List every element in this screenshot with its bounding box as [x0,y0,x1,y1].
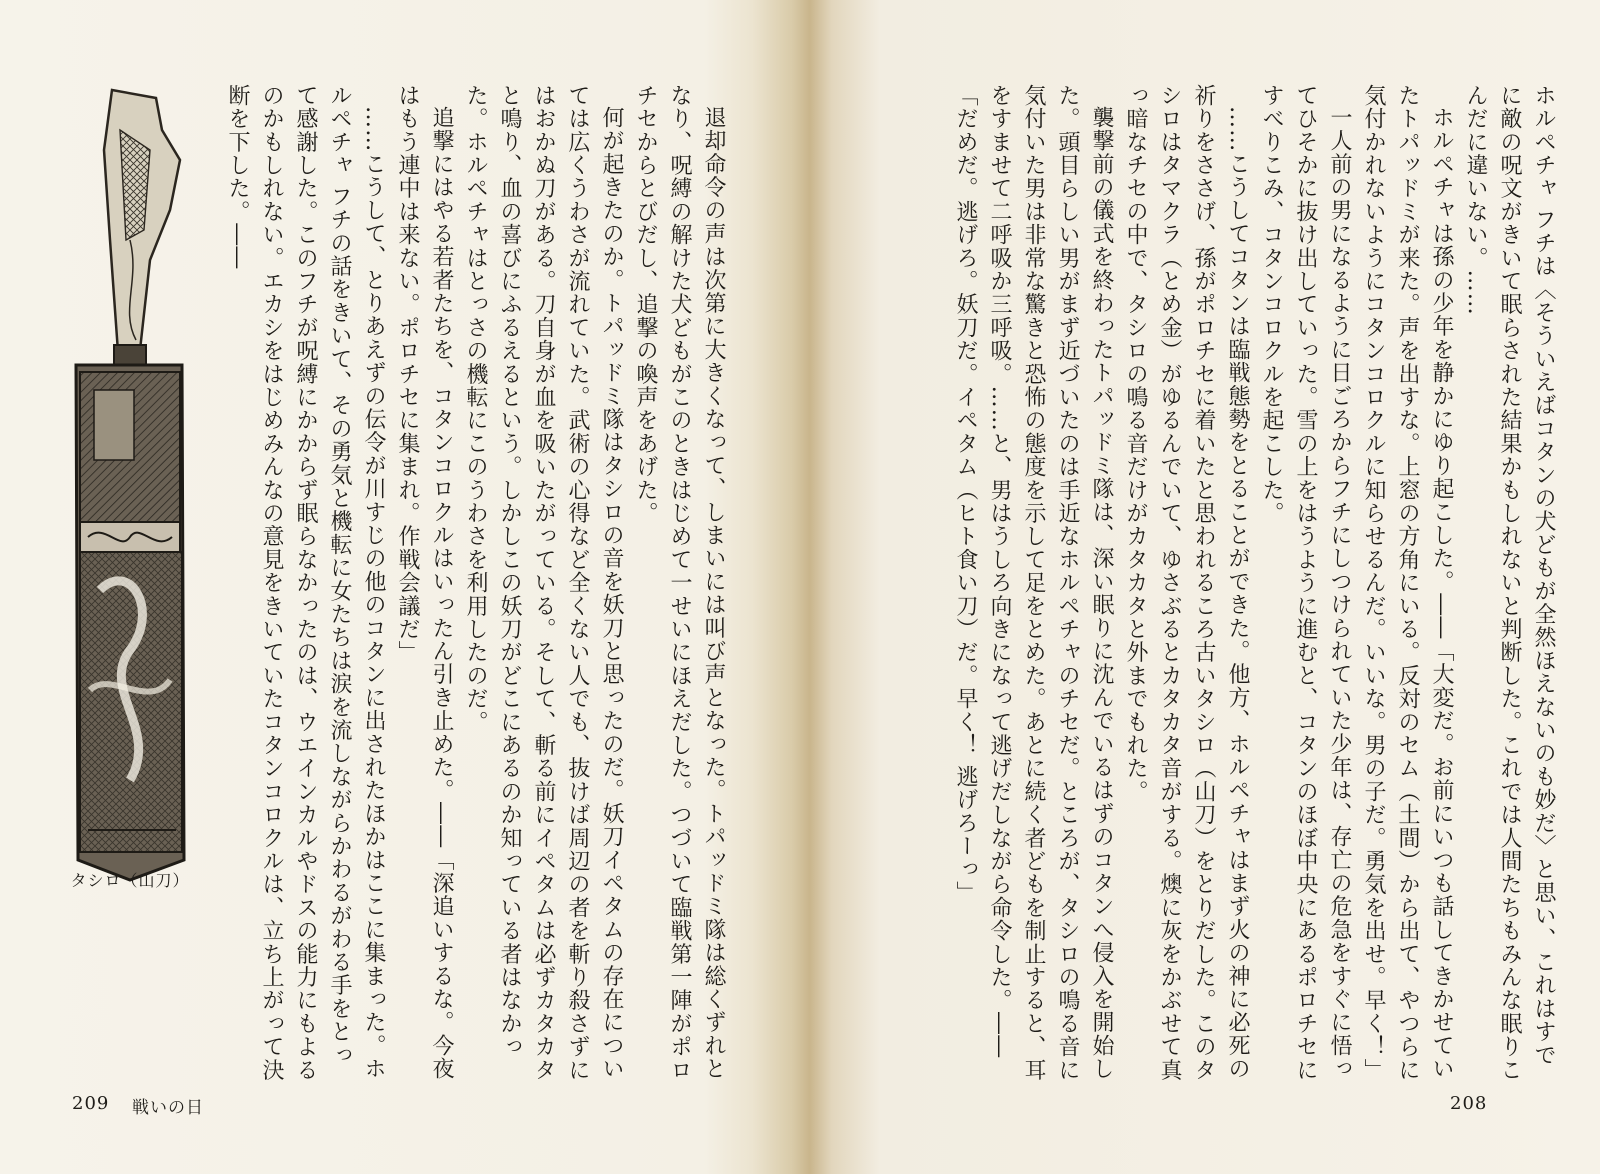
page-number: 209 [72,1093,110,1114]
right-page [810,0,1600,1174]
page-number: 208 [1450,1093,1488,1114]
left-body-text [225,84,730,1084]
paragraph: 何が起きたのか。トパッドミ隊はタシロの音を妖刀と思ったのだ。妖刀イペタムの存在については広くうわさが流れていた。武術の心得など全くない人でも、抜けば周辺の者を斬り殺さずにはおかぬ刀がある。刀自身が血を吸いたがっている。そして、斬る前にイペタムは必ずカタカタと鳴り、血の喜びにふるえるという。しかしこの妖刀がどこにあるのか知っている者はなかった。ホルペチャはとっさの機転にこのうわさを利用したのだ。 [463,84,624,1082]
paragraph: ホルペチャは孫の少年を静かにゆり起こした。――「大変だ。お前にいつも話してきかせていたトパッドミが来た。声を出すな。上窓の方角にいる。反対のセム（土間）から出て、やつらに気付かれないようにコタンコロクルに知らせるんだ。いいな。男の子だ。勇気を出せ。早く！」 [1361,84,1454,1082]
paragraph: ……こうしてコタンは臨戦態勢をとることができた。他方、ホルペチャはまず火の神に必死の祈りをささげ、孫がポロチセに着いたと思われるころ古いタシロ（山刀）をとりだした。このタシロはタマクラ（とめ金）がゆるんでいて、ゆさぶるとカタカタ音がする。燠に灰をかぶせて真っ暗なチセの中で、タシロの鳴る音だけがカタカタと外までもれた。 [1123,84,1250,1082]
left-page [0,0,790,1174]
paragraph: 追撃にはやる若者たちを、コタンコロクルはいったん引き止めた。――「深追いするな。今夜はもう連中は来ない。ポロチセに集まれ。作戦会議だ」 [395,84,454,1081]
paragraph: 一人前の男になるように日ごろからフチにしつけられていた少年は、存亡の危急をすぐに悟ってひそかに抜け出していった。雪の上をはうように進むと、コタンのほぼ中央にあるポロチセにすべりこみ、コタンコロクルを起こした。 [1259,84,1352,1082]
running-title: 戦いの日 [132,1098,204,1118]
right-body-text [865,84,1560,1084]
tashiro-knife-illustration [60,90,200,880]
paragraph: ……こうして、とりあえずの伝令が川すじの他のコタンに出されたほかはここに集まった。ホルペチャ フチの話をきいて、その勇気と機転に女たちは涙を流しながらかわるがわる手をとって感謝した。このフチが呪縛にかからず眠らなかったのは、ウエインカルやドスの能力にもよるのかもしれない。エカシをはじめみんなの意見をきいていたコタンコロクルは、立ち上がって決断を下した。―― [225,84,386,1082]
paragraph: 退却命令の声は次第に大きくなって、しまいには叫び声となった。トパッドミ隊は総くずれとなり、呪縛の解けた犬どもがこのときはじめて一せいにほえだした。つづいて臨戦第一陣がポロチセからとびだし、追撃の喚声をあげた。 [633,84,726,1082]
illustration-caption: タシロ（山刀） [70,871,190,890]
paragraph: ホルペチャ フチは〈そういえばコタンの犬どもが全然ほえないのも妙だ〉と思い、これはすでに敵の呪文がきいて眠らされた結果かもしれないと判断した。これでは人間たちもみんな眠りこんだに違いない。…… [1463,84,1556,1082]
paragraph: 襲撃前の儀式を終わったトパッドミ隊は、深い眠りに沈んでいるはずのコタンへ侵入を開始した。頭目らしい男がまず近づいたのは手近なホルペチャのチセだ。ところが、タシロの鳴る音に気付いた男は非常な驚きと恐怖の態度を示して足をとめた。あとに続く者どもを制止すると、耳をすませて二呼吸か三呼吸。……と、男はうしろ向きになって逃げだしながら命令した。――「だめだ。逃げろ。妖刀だ。イペタム（ヒト食い刀）だ。早く！ 逃げろーっ」 [953,84,1114,1082]
